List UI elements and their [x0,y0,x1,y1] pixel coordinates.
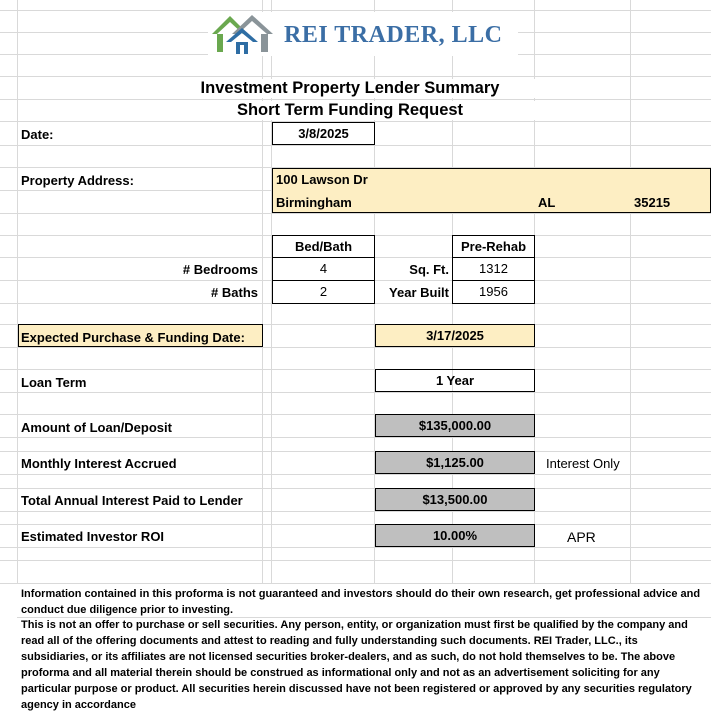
apr-note: APR [567,529,596,545]
roi-label: Estimated Investor ROI [21,529,165,544]
address-street-field[interactable]: 100 Lawson Dr [276,172,368,187]
disclaimer-paragraph-1: Information contained in this proforma is not guaranteed and investors should do their own research, get professional advice and conduct due diligence prior to investing. [21,588,701,616]
loan-amount-value: $135,000.00 [375,414,535,437]
loan-term-label: Loan Term [21,375,87,390]
page-subtitle: Short Term Funding Request [150,101,550,120]
address-state-field[interactable]: AL [538,195,556,210]
company-name: REI TRADER, LLC [284,22,503,48]
year-built-label: Year Built [389,285,449,300]
annual-interest-label: Total Annual Interest Paid to Lender [21,493,243,508]
address-city-field[interactable]: Birmingham [276,195,352,210]
address-zip-field[interactable]: 35215 [634,195,671,210]
baths-label: # Baths [211,285,258,300]
loan-term-field[interactable]: 1 Year [375,369,535,392]
date-field[interactable]: 3/8/2025 [272,122,375,145]
bedrooms-value[interactable]: 4 [272,257,375,281]
purchase-date-field[interactable]: 3/17/2025 [375,324,535,347]
prerehab-header: Pre-Rehab [452,235,535,258]
baths-value[interactable]: 2 [272,280,375,304]
monthly-interest-value: $1,125.00 [375,451,535,474]
monthly-interest-label: Monthly Interest Accrued [21,456,177,471]
interest-only-note: Interest Only [546,456,620,471]
roi-value: 10.00% [375,524,535,547]
page-title: Investment Property Lender Summary [150,79,550,98]
sqft-label: Sq. Ft. [409,262,449,277]
year-built-value[interactable]: 1956 [452,280,535,304]
purchase-date-label: Expected Purchase & Funding Date: [21,330,245,345]
loan-amount-label: Amount of Loan/Deposit [21,420,172,435]
annual-interest-value: $13,500.00 [375,488,535,511]
date-label: Date: [21,127,54,142]
company-logo [208,12,518,56]
disclaimer-paragraph-2: This is not an offer to purchase or sell securities. Any person, entity, or organization must first be qualified by the company and read all of the offering documents and attest to reading and fully understanding such documents. REI Trader, LLC., its subsidiaries, or its affiliates are not licensed securities broker-dealers, and as such, do not hold themselves to be. The above proforma and all material therein should be construed as informational only and not as an advertisement soliciting for any particular purpose or product. All securities herein discussed have not been registered or approved by any securities regulatory agency in accordance [21,619,692,711]
property-address-label: Property Address: [21,173,134,188]
bedrooms-label: # Bedrooms [182,262,258,277]
bedbath-header: Bed/Bath [272,235,375,258]
house-logo-icon [208,12,278,56]
sqft-value[interactable]: 1312 [452,257,535,281]
